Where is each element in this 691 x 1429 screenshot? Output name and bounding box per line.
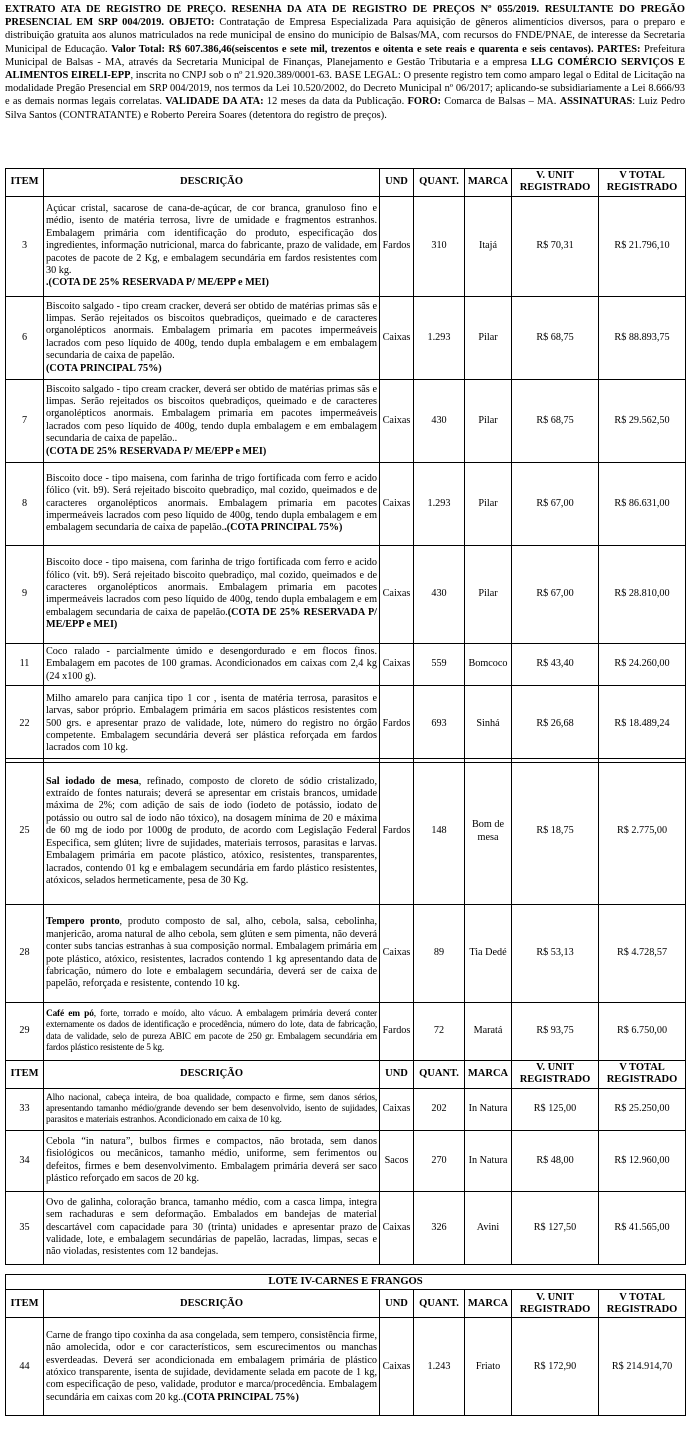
cell-vunit: R$ 68,75: [512, 296, 599, 379]
intro-foro-label: FORO:: [407, 96, 441, 108]
cell-quant: 559: [414, 643, 465, 685]
cell-marca: Pilar: [465, 545, 512, 643]
cell-item: 33: [6, 1088, 44, 1130]
cell-quant: 1.243: [414, 1318, 465, 1416]
cell-und: Caixas: [380, 643, 414, 685]
cell-vunit: R$ 43,40: [512, 643, 599, 685]
table-row: [6, 1191, 686, 1264]
desc-cota: .(COTA DE 25% RESERVADA P/ ME/EPP e MEI): [46, 277, 269, 289]
cell-quant: 693: [414, 685, 465, 762]
col-quant: QUANT.: [414, 1061, 465, 1089]
cell-vtotal: R$ 4.728,57: [599, 905, 686, 1003]
col-marca: MARCA: [465, 1061, 512, 1089]
desc-text: Biscoito doce - tipo maisena, com farinha de trigo fortificada com ferro e acido fólico (vit. b9). Será rejeitado biscoito quebradiço, mal cozido, queimados e de caracteres organolépticos anormais. Embalagem primaria em pacotes impermeáveis lacrados com peso líquido de 400g, tendo dupla embalagem e em embalagem secundaria de caixa de papelão.: [46, 557, 377, 618]
cell-item: 34: [6, 1130, 44, 1191]
cell-item: 7: [6, 379, 44, 462]
cell-vtotal: R$ 25.250,00: [599, 1088, 686, 1130]
cell-vunit: R$ 125,00: [512, 1088, 599, 1130]
intro-company: LLG COMÉRCIO SERVIÇOS E ALIMENTOS EIRELI-EPP: [5, 56, 685, 82]
desc-text: Carne de frango tipo coxinha da asa congelada, sem tempero, consistência firme, não amolecida, odor e cor característicos, sem escurecimentos ou manchas esverdeadas. Deverá ser acondicionada em embalagem primária de plástico atóxico transparente, isenta de sujidade, devidamente selada em pacote de 1 kg, com especificação de peso, validade, produtor e marca/procedência. Embalagem secundária em caixas com 20 kg..: [46, 1329, 377, 1403]
items-table-2: [5, 758, 686, 1265]
col-vunit: [512, 1290, 599, 1318]
col-descricao: DESCRIÇÃO: [44, 1061, 380, 1089]
cell-desc: [44, 545, 380, 643]
cell-item: 22: [6, 685, 44, 762]
items-table-3: [5, 1274, 686, 1416]
desc-name: Café em pó: [46, 1009, 94, 1020]
extract-text: [5, 3, 685, 122]
cell-marca: In Natura: [465, 1130, 512, 1191]
desc-cota: (COTA DE 25% RESERVADA P/ ME/EPP e MEI): [46, 606, 378, 631]
col-item: ITEM: [6, 1290, 44, 1318]
cell-und: Caixas: [380, 1088, 414, 1130]
cell-desc: [44, 1003, 380, 1061]
cell-marca: Pilar: [465, 379, 512, 462]
col-vtotal-l2: REGISTRADO: [606, 182, 678, 194]
cell-item: 6: [6, 296, 44, 379]
table-header-row: [6, 1290, 686, 1318]
cell-item: 8: [6, 462, 44, 545]
cell-quant: 310: [414, 196, 465, 296]
cell-vtotal: R$ 28.810,00: [599, 545, 686, 643]
intro-total: Valor Total: R$ 607.386,46(seiscentos e sete mil, trezentos e oitenta e sete reais e quarenta e seis centavos). PARTES:: [111, 43, 641, 55]
cell-item: 3: [6, 196, 44, 296]
cell-quant: 270: [414, 1130, 465, 1191]
col-vtotal-l1: V TOTAL: [619, 170, 665, 181]
cell-vunit: R$ 67,00: [512, 462, 599, 545]
desc-text: Biscoito salgado - tipo cream cracker, deverá ser obtido de matérias primas sãs e limpas. Serão rejeitados os biscoitos quebradiços, queimado e de caracteres organolépticos anormais. Embalagem primaria em pacotes impermeáveis lacrados com peso líquido de 400g, tendo dupla embalagem e em embalagem secundaria de caixa de papelão.: [46, 300, 377, 362]
col-vtotal-l2: REGISTRADO: [606, 1074, 678, 1086]
cell-vtotal: R$ 86.631,00: [599, 462, 686, 545]
cell-desc: [44, 462, 380, 545]
cell-desc: [44, 905, 380, 1003]
intro-validity: 12 meses da data da Publicação.: [263, 96, 408, 108]
cell-quant: 430: [414, 545, 465, 643]
intro-signatures-label: ASSINATURAS: [559, 96, 633, 108]
desc-text: Biscoito salgado - tipo cream cracker, deverá ser obtido de matérias primas sãs e limpas. Serão rejeitados os biscoitos quebradiços, queimado e de caracteres organolépticos anormais. Embalagem primaria em pacotes impermeáveis lacrados com peso líquido de 400g, tendo dupla embalagem e em embalagem secundaria de caixa de papelão..: [46, 383, 377, 445]
cell-marca: Pilar: [465, 462, 512, 545]
cell-vtotal: R$ 21.796,10: [599, 196, 686, 296]
cell-item: 29: [6, 1003, 44, 1061]
cell-vunit: R$ 48,00: [512, 1130, 599, 1191]
cell-vtotal: R$ 41.565,00: [599, 1191, 686, 1264]
cell-und: Fardos: [380, 759, 414, 905]
cell-desc: [44, 196, 380, 296]
col-marca: MARCA: [465, 169, 512, 197]
cell-marca: Itajá: [465, 196, 512, 296]
col-vtotal: [599, 1061, 686, 1089]
cell-marca: Maratá: [465, 1003, 512, 1061]
cell-desc: Coco ralado - parcialmente úmido e desengordurado e em flocos finos. Embalagem em pacotes de 100 gramas. Acondicionados em caixas com 2,4 kg (24 x100 g).: [44, 643, 380, 685]
cell-item: 28: [6, 905, 44, 1003]
cell-und: Caixas: [380, 545, 414, 643]
lote-row: [6, 1275, 686, 1290]
cell-desc: Milho amarelo para canjica tipo 1 cor , isenta de matéria terrosa, parasitos e larvas, sabor próprio. Embalagem primária em sacos plásticos resistentes com 500 grs. e apresentar prazo de validade, lote, número do registro no órgão competente. Embalagem secundária deverá ser plástica reforçada em fardos lacrados com 10 kg.: [44, 685, 380, 762]
col-vunit: [512, 169, 599, 197]
intro-parties: Prefeitura Municipal de Balsas - MA, através da Secretaria Municipal de Finanças, Planejamento e Gestão Tributaria e a empresa: [5, 43, 686, 68]
lote-title: LOTE IV-CARNES E FRANGOS: [6, 1275, 686, 1290]
cell-desc: Alho nacional, cabeça inteira, de boa qualidade, compacto e firme, sem danos sérios, apresentando tamanho médio/grande devendo ser bem desenvolvido, isento de sujidades, parasitos e materiais estranhos. Acondicionado em caixa de 10 kg.: [44, 1088, 380, 1130]
intro-legal: , inscrita no CNPJ sob o nº 21.920.389/0001-63. BASE LEGAL: O presente registro tem como amparo legal o Edital de Licitação na modalidade Pregão Presencial em SRP 004/2019, nos termos da Lei 10.520/2002, do Decreto Municipal nº 06/2017; aplicando-se subsidiariamente a Lei 8.666/93 e as demais normas legais correlatas.: [5, 70, 685, 108]
desc-text: Açúcar cristal, sacarose de cana-de-açúcar, de cor branca, granuloso fino e médio, isento de matéria terrosa, livre de umidade e fragmentos estranhos. Embalagem primária com identificação do produto, especificação dos ingredientes, informação nutricional, marca do fabricante, prazo de validade, em pacotes de pacote de 2 Kg, e embalagem secundária em fardos resistentes com 30 kg.: [46, 202, 377, 276]
col-und: UND: [380, 1061, 414, 1089]
col-vtotal: [599, 169, 686, 197]
cell-und: Fardos: [380, 685, 414, 762]
cell-vunit: R$ 172,90: [512, 1318, 599, 1416]
desc-cota: (COTA PRINCIPAL 75%): [183, 1391, 299, 1403]
col-vunit: [512, 1061, 599, 1089]
cell-item: 11: [6, 643, 44, 685]
cell-und: Caixas: [380, 905, 414, 1003]
table-header-row: [6, 169, 686, 197]
table-row: [6, 759, 686, 905]
table-row: [6, 196, 686, 296]
desc-text: , produto composto de sal, alho, cebola, salsa, cebolinha, manjericão, aroma natural de alho cebola, sem glúten e sem pimenta, não deverá conter subs tancias estranhas à sua composição normal. Embalagem primária em pote plástico, atóxico, resistentes, lacrados contendo 1 kg apresentando data de fabricação, número do lote e embalagem secundária, deverá ser de caixa de papelão, reforçada e resistente, contendo 10 kg.: [46, 916, 377, 990]
cell-vunit: R$ 18,75: [512, 759, 599, 905]
col-item: ITEM: [6, 169, 44, 197]
cell-quant: 72: [414, 1003, 465, 1061]
intro-object: Contratação de Empresa Especializada Para aquisição de gêneros alimentícios diversos, para o preparo e distribuição gratuita aos alunos matriculados na rede municipal de ensino do município de Balsas/MA, com recursos do FNDE/PNAE, de interesse da Secretaria Municipal de Educação.: [5, 17, 685, 55]
cell-item: 9: [6, 545, 44, 643]
desc-cota: .(COTA PRINCIPAL 75%): [224, 522, 343, 534]
cell-vtotal: R$ 2.775,00: [599, 759, 686, 905]
cell-und: Sacos: [380, 1130, 414, 1191]
cell-vtotal: R$ 24.260,00: [599, 643, 686, 685]
cell-desc: [44, 379, 380, 462]
col-vunit-l2: REGISTRADO: [519, 1303, 591, 1315]
col-vtotal: [599, 1290, 686, 1318]
cell-marca: Tia Dedé: [465, 905, 512, 1003]
desc-name: Sal iodado de mesa: [46, 775, 139, 787]
cell-und: Caixas: [380, 462, 414, 545]
cell-quant: 1.293: [414, 296, 465, 379]
table-row: [6, 1088, 686, 1130]
col-vunit-l1: V. UNIT: [536, 1062, 574, 1073]
cell-desc: [44, 296, 380, 379]
cell-vunit: R$ 68,75: [512, 379, 599, 462]
col-quant: QUANT.: [414, 1290, 465, 1318]
desc-name: Tempero pronto: [46, 916, 120, 928]
table-row: [6, 1003, 686, 1061]
cell-vunit: R$ 93,75: [512, 1003, 599, 1061]
table-row: [6, 685, 686, 762]
cell-desc: [44, 759, 380, 905]
cell-item: 44: [6, 1318, 44, 1416]
col-vunit-l2: REGISTRADO: [519, 182, 591, 194]
cell-quant: 202: [414, 1088, 465, 1130]
cell-vunit: R$ 127,50: [512, 1191, 599, 1264]
cell-desc: Ovo de galinha, coloração branca, tamanho médio, com a casca limpa, integra sem rachaduras e sem deformação. Embalados em bandejas de material descartável com capacidade para 30 (trinta) unidades e apresentar prazo de validade, lote, e embalagem secundárias de papelão, lacradas, limpas, secas e não violadas, resistentes com 12 bandejas.: [44, 1191, 380, 1264]
table-row: [6, 379, 686, 462]
cell-vtotal: R$ 214.914,70: [599, 1318, 686, 1416]
desc-cota: (COTA DE 25% RESERVADA P/ ME/EPP e MEI): [46, 445, 267, 457]
cell-vtotal: R$ 88.893,75: [599, 296, 686, 379]
cell-und: Fardos: [380, 1003, 414, 1061]
table-row: [6, 643, 686, 685]
desc-text: , forte, torrado e moído, alto vácuo. A embalagem primária deverá conter externamente os dados de identificação e procedência, número do lote, data de fabricação, data de validade, selo de pureza ABIC em pacote de 250 gr. Embalagem secundária em fardos plástico resistente de 5 kg.: [46, 1009, 377, 1053]
cell-marca: Pilar: [465, 296, 512, 379]
cell-marca: Sinhá: [465, 685, 512, 762]
cell-und: Fardos: [380, 196, 414, 296]
items-table-1: [5, 168, 686, 763]
cell-desc: [44, 1318, 380, 1416]
col-und: UND: [380, 169, 414, 197]
cell-vtotal: R$ 12.960,00: [599, 1130, 686, 1191]
col-vtotal-l1: V TOTAL: [619, 1291, 665, 1303]
table-row: [6, 905, 686, 1003]
col-vunit-l1: V. UNIT: [536, 1291, 574, 1303]
table-row: [6, 1318, 686, 1416]
col-und: UND: [380, 1290, 414, 1318]
cell-und: Caixas: [380, 1318, 414, 1416]
cell-quant: 1.293: [414, 462, 465, 545]
table-row: [6, 1130, 686, 1191]
cell-vunit: R$ 53,13: [512, 905, 599, 1003]
intro-heading: EXTRATO ATA DE REGISTRO DE PREÇO. RESENHA DA ATA DE REGISTRO DE PREÇOS Nº 055/2019. RESULTANTE DO PREGÃO PRESENCIAL EM SRP 004/2019. OBJETO:: [5, 4, 685, 29]
cell-item: 35: [6, 1191, 44, 1264]
cell-und: Caixas: [380, 1191, 414, 1264]
table-row: [6, 545, 686, 643]
col-vtotal-l2: REGISTRADO: [606, 1303, 678, 1315]
table-header-row: [6, 1061, 686, 1089]
cell-und: Caixas: [380, 296, 414, 379]
table-row: [6, 296, 686, 379]
cell-quant: 148: [414, 759, 465, 905]
col-marca: MARCA: [465, 1290, 512, 1318]
table-row: [6, 462, 686, 545]
col-descricao: DESCRIÇÃO: [44, 1290, 380, 1318]
col-vunit-l1: V. UNIT: [536, 170, 574, 181]
cell-marca: Friato: [465, 1318, 512, 1416]
cell-vtotal: R$ 18.489,24: [599, 685, 686, 762]
cell-quant: 430: [414, 379, 465, 462]
cell-und: Caixas: [380, 379, 414, 462]
cell-marca: Bom de mesa: [465, 759, 512, 905]
desc-cota: (COTA PRINCIPAL 75%): [46, 362, 162, 374]
desc-text: Biscoito doce - tipo maisena, com farinha de trigo fortificada com ferro e acido fólico (vit. b9). Será rejeitado biscoito quebradiço, mal cozido, queimados e de caracteres organolépticos anormais. Embalagem primaria em pacotes impermeáveis lacrados com peso líquido de 400g, tendo dupla embalagem e em embalagem secundaria de caixa de papelão.: [46, 472, 377, 534]
desc-text: , refinado, composto de cloreto de sódio cristalizado, extraído de fontes naturais; deverá se apresentar em cristais brancos, umidade máxima de 2%; com adição de sais de iodo (iodeto de potássio, iodato de potássio ou outro sal de iodo não tóxico), na dosagem mínima de 20 e máxima de 60 mg de iodo por 1000g de produto, de acordo com Legislação Federal Especifica, sem glúten; livre de sujidades, materiais terrosos, parasitas e larvas. Embalagem primária em pacote plástico, atóxico, resistentes, transparentes, lacrados, contendo 01 kg e embalagem secundária em fardo plástico resistentes, atóxicos, selados hermeticamente, pesa de 30 Kg.: [46, 775, 377, 886]
cell-marca: Bomcoco: [465, 643, 512, 685]
cell-marca: In Natura: [465, 1088, 512, 1130]
col-vtotal-l1: V TOTAL: [619, 1062, 665, 1073]
col-vunit-l2: REGISTRADO: [519, 1074, 591, 1086]
col-item: ITEM: [6, 1061, 44, 1089]
cell-marca: Avini: [465, 1191, 512, 1264]
cell-quant: 89: [414, 905, 465, 1003]
cell-vtotal: R$ 6.750,00: [599, 1003, 686, 1061]
cell-vunit: R$ 70,31: [512, 196, 599, 296]
cell-quant: 326: [414, 1191, 465, 1264]
intro-signatures: : Luiz Pedro Silva Santos (CONTRATANTE) e Roberto Pereira Soares (detentora do registro de preços).: [5, 96, 686, 121]
cell-vunit: R$ 67,00: [512, 545, 599, 643]
cell-item: 25: [6, 759, 44, 905]
intro-foro: Comarca de Balsas – MA.: [441, 96, 560, 108]
cell-vtotal: R$ 29.562,50: [599, 379, 686, 462]
intro-validity-label: VALIDADE DA ATA:: [165, 96, 264, 108]
cell-vunit: R$ 26,68: [512, 685, 599, 762]
col-quant: QUANT.: [414, 169, 465, 197]
cell-desc: Cebola “in natura”, bulbos firmes e compactos, não brotada, sem danos fisiológicos ou mecânicos, tamanho médio, uniforme, sem ferimentos ou defeitos, firmes e bem desenvolvimento. Embalagem primária deverá ser saco plástico reforçado em sacos de 20 kg.: [44, 1130, 380, 1191]
col-descricao: DESCRIÇÃO: [44, 169, 380, 197]
